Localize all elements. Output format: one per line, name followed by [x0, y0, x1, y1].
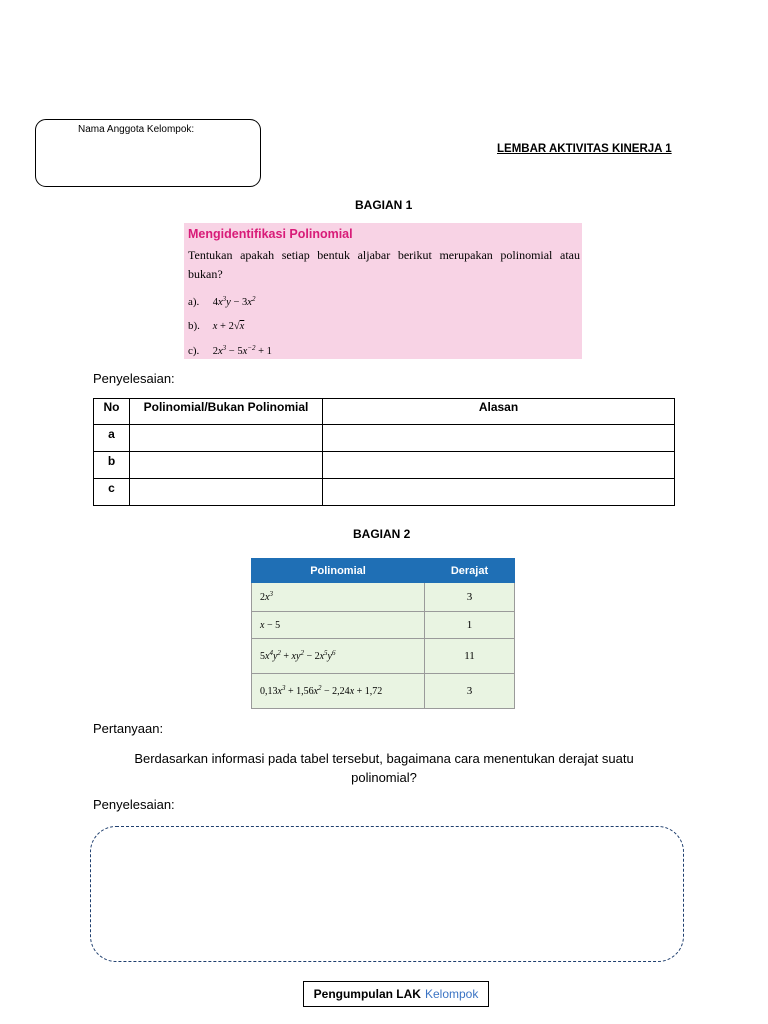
problem-item-expression: x + 2√x [212, 321, 245, 332]
problem-box [184, 223, 582, 359]
degree-cell: 1 [425, 612, 515, 639]
table-row [94, 425, 675, 452]
reason-answer-cell[interactable] [323, 452, 675, 479]
degree-cell: 11 [425, 639, 515, 674]
degree-table [251, 558, 515, 709]
degree-cell: 3 [425, 674, 515, 709]
problem-item-b [188, 320, 244, 332]
table-row [252, 674, 515, 709]
group-members-label: Nama Anggota Kelompok: [78, 124, 195, 135]
polynomial-answer-cell[interactable] [130, 425, 323, 452]
table-header-reason: Alasan [323, 399, 675, 425]
section-2-title: BAGIAN 2 [353, 527, 411, 541]
problem-box-instruction: Tentukan apakah setiap bentuk aljabar berikut merupakan polinomial atau bukan? [188, 248, 580, 281]
reason-answer-cell[interactable] [323, 425, 675, 452]
table-header-polynomial: Polinomial/Bukan Polinomial [130, 399, 323, 425]
degree-cell: 3 [425, 583, 515, 612]
document-title: LEMBAR AKTIVITAS KINERJA 1 [497, 143, 672, 155]
problem-item-label: b). [188, 320, 200, 332]
table-row [252, 639, 515, 674]
row-id: a [94, 425, 130, 452]
submission-group-label: Kelompok [424, 987, 479, 1001]
problem-box-heading: Mengidentifikasi Polinomial [188, 227, 353, 241]
question-text: Berdasarkan informasi pada tabel tersebut, bagaimana cara menentukan derajat suatu polinomial? [134, 751, 634, 785]
polynomial-cell: $0,13x^3 + 1,56x^2 - 2,24x + 1,72$ [252, 674, 425, 709]
table-header-polynomial: Polinomial [252, 559, 425, 583]
table-row [94, 479, 675, 506]
table-row [252, 583, 515, 612]
question-label: Pertanyaan: [93, 721, 164, 736]
table-header-no: No [94, 399, 130, 425]
answer-box[interactable] [90, 826, 684, 962]
polynomial-cell: $2x^3$ [252, 583, 425, 612]
polynomial-answer-cell[interactable] [130, 452, 323, 479]
table-row [252, 612, 515, 639]
solution-label-1: Penyelesaian: [93, 371, 175, 386]
polynomial-cell: $5x^4y^2 + xy^2 - 2x^5y^6$ [252, 639, 425, 674]
submission-label: Pengumpulan LAK [313, 987, 421, 1001]
classification-table [93, 398, 675, 506]
section-1-title: BAGIAN 1 [355, 198, 413, 212]
table-header-degree: Derajat [425, 559, 515, 583]
row-id: c [94, 479, 130, 506]
reason-answer-cell[interactable] [323, 479, 675, 506]
problem-item-a [188, 296, 255, 308]
problem-item-expression: $2x^3 - 5x^{-2} + 1$ [212, 344, 272, 357]
polynomial-answer-cell[interactable] [130, 479, 323, 506]
problem-item-label: a). [188, 296, 200, 308]
problem-item-expression: $4x^3y - 3x^2$ [212, 295, 256, 308]
solution-label-2: Penyelesaian: [93, 797, 175, 812]
problem-item-c [188, 345, 272, 357]
row-id: b [94, 452, 130, 479]
problem-item-label: c). [188, 345, 200, 357]
table-row [94, 452, 675, 479]
polynomial-cell: x − 5 [252, 612, 425, 639]
submission-box [303, 981, 489, 1007]
